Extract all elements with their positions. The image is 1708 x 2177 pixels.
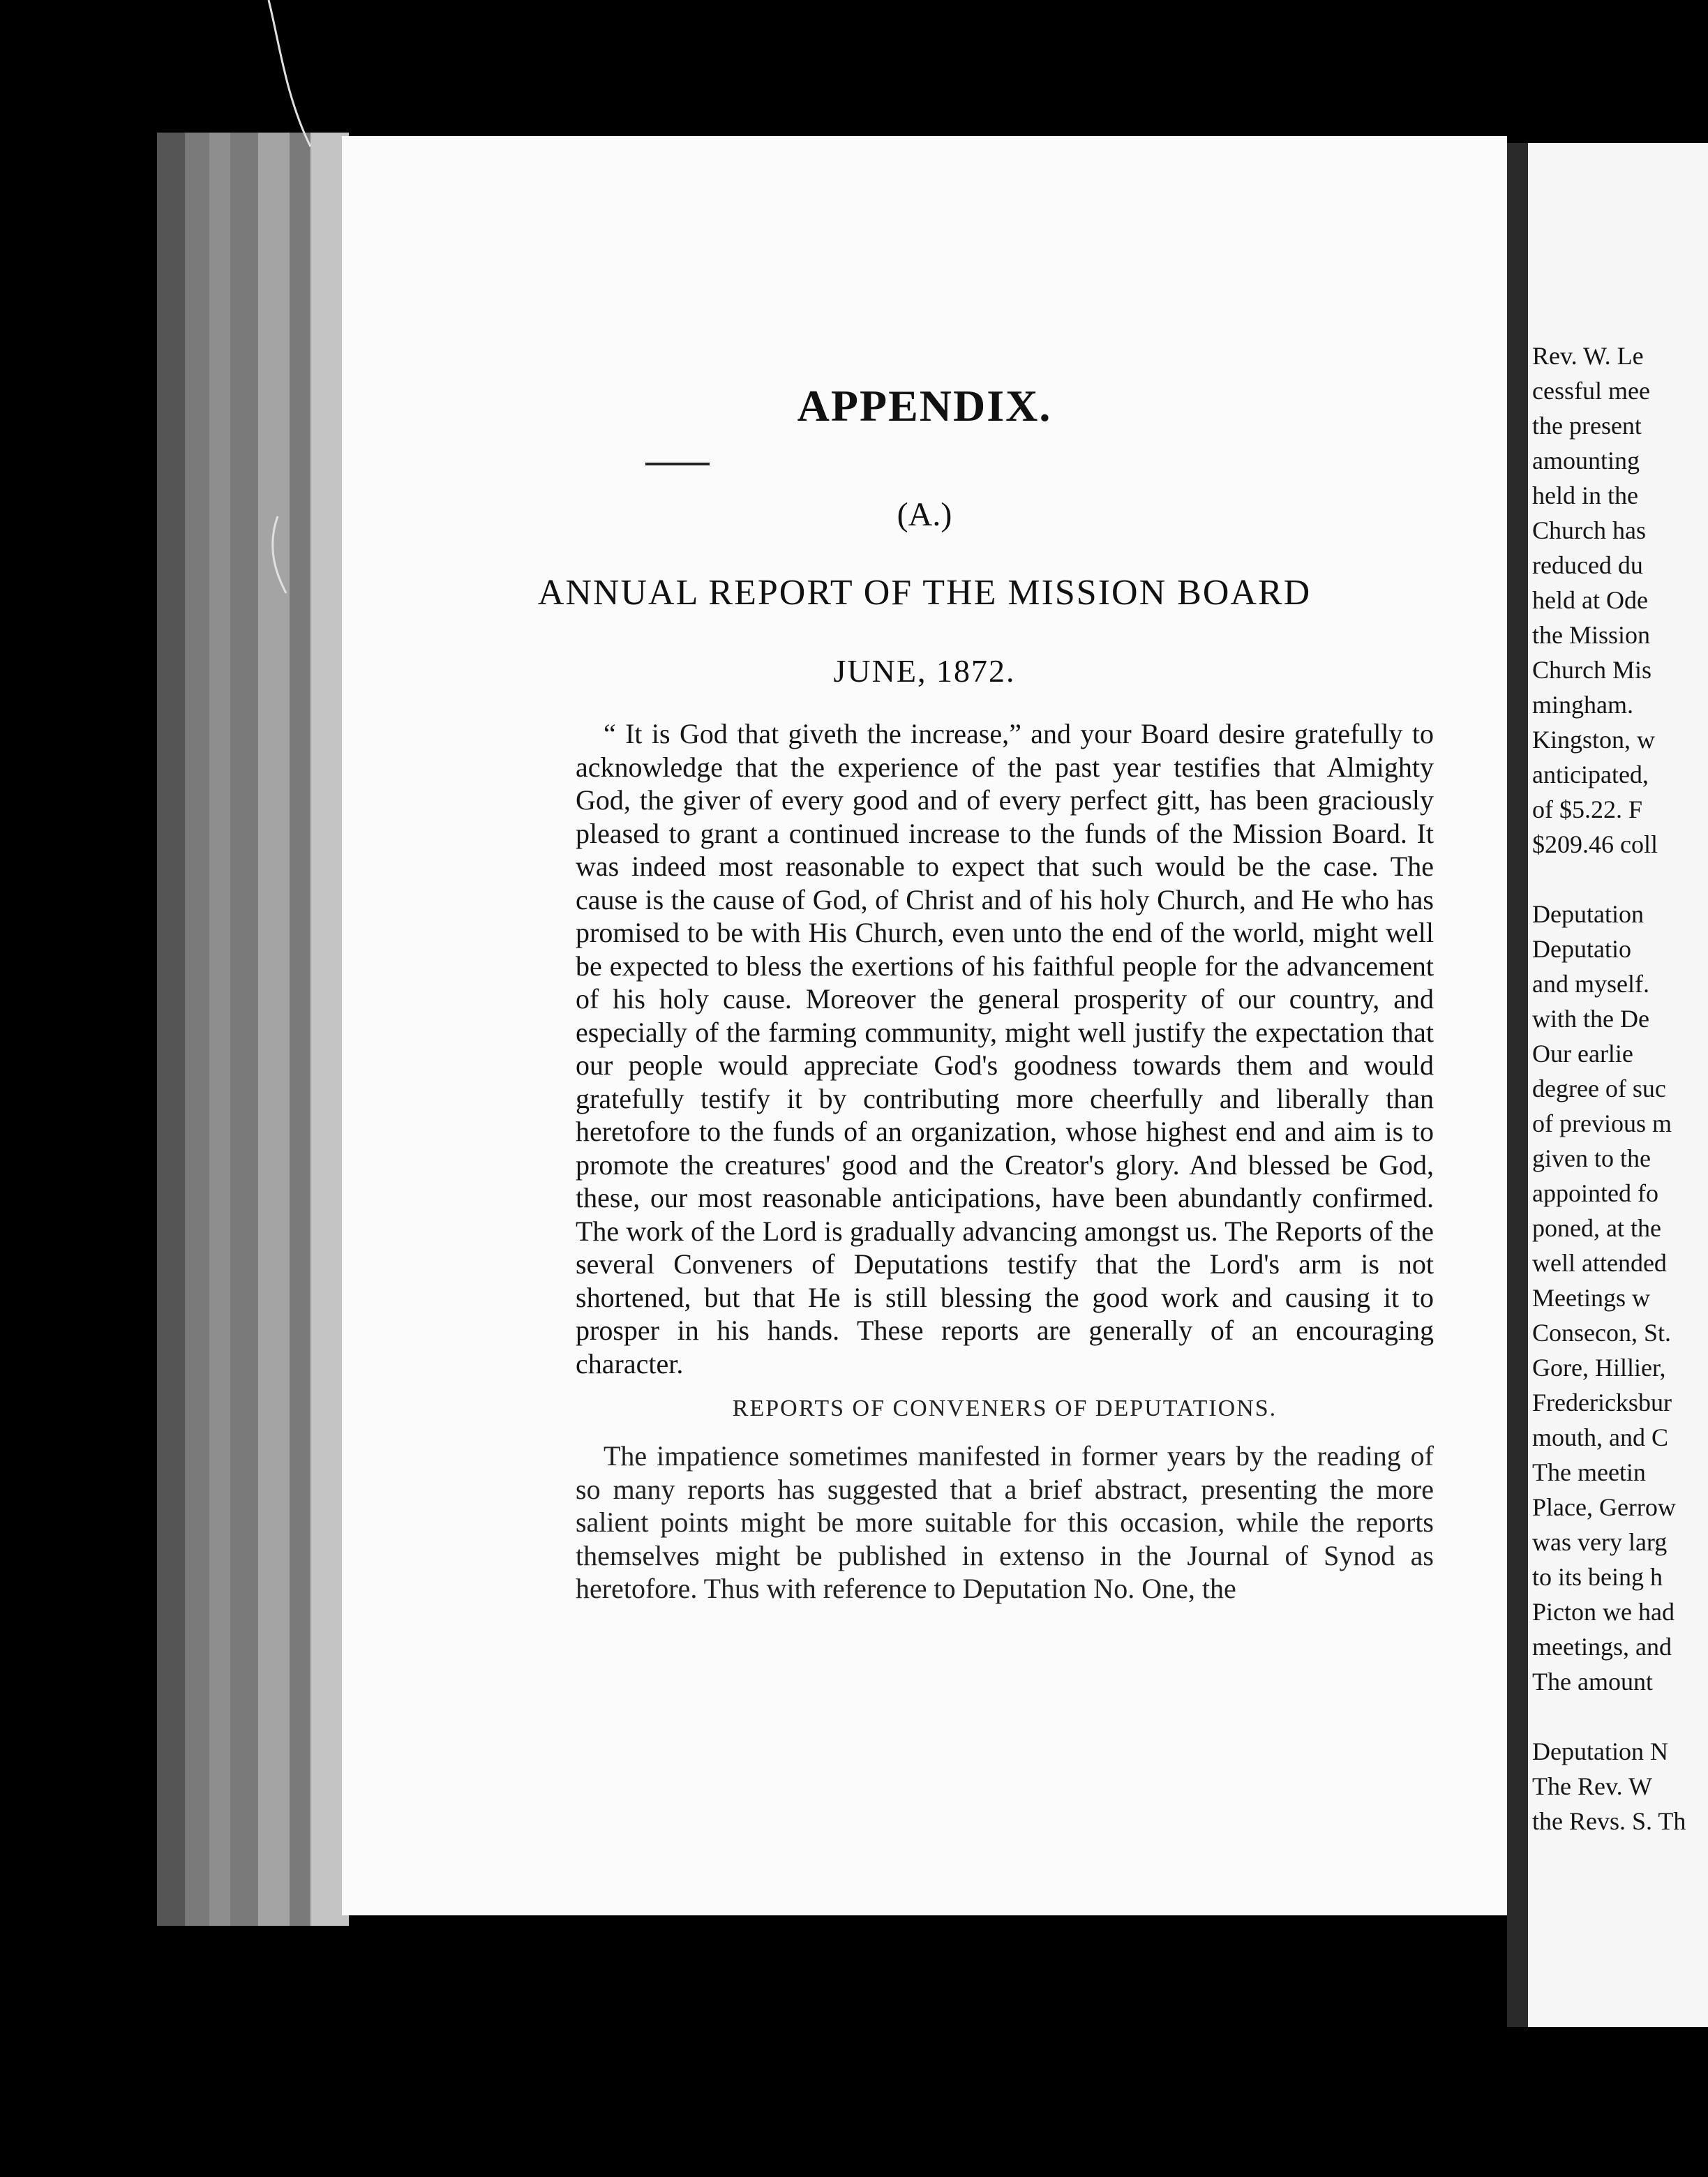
right-page-line: Deputation N xyxy=(1532,1737,1668,1765)
right-page-line: Deputatio xyxy=(1532,935,1631,963)
right-page-line: the Mission xyxy=(1532,621,1651,649)
right-page-line: mouth, and C xyxy=(1532,1423,1668,1451)
right-page-line: was very larg xyxy=(1532,1528,1668,1556)
right-page-line: The amount xyxy=(1532,1668,1653,1696)
right-page-line: Consecon, St. xyxy=(1532,1319,1672,1347)
right-page-line: held in the xyxy=(1532,481,1638,509)
right-page-line: held at Ode xyxy=(1532,586,1648,614)
report-title: ANNUAL REPORT OF THE MISSION BOARD xyxy=(537,573,1312,613)
right-page-line: of $5.22. F xyxy=(1532,795,1643,823)
right-page-line: reduced du xyxy=(1532,551,1643,579)
right-page-line: Rev. W. Le xyxy=(1532,342,1644,370)
intro-paragraph: “ It is God that giveth the increase,” and your Board desire gratefully to acknowledge that the experience of the past year testifies that Almighty God, the giver of every good and of every perfect gitt, has been graciously pleased to grant a continued increase to the funds of the Mission Board. It was indeed most reasonable to expect that such would be the case. The cause is the cause of God, of Christ and of his holy Church, and He who has promised to be with His Church, even unto the end of the world, might well be expected to bless the exertions of his faithful people for the advancement of his holy cause. Moreover the general prosperity of our country, and especially of the farming community, might well justify the expectation that our people would appreciate God's goodness towards them and would gratefully testify it by contributing more cheerfully and liberally than heretofore to the funds of an organization, whose highest end and aim is to promote the creatures' good and the Creator's glory. And blessed be God, these, our most reasonable anticipations, have been abundantly confirmed. The work of the Lord is gradually advancing amongst us. The Reports of the several Conveners of Deputations testify that the Lord's arm is not shortened, but that He is still blessing the good work and causing it to prosper in his hands. These reports are generally of an encouraging character. xyxy=(576,718,1434,1379)
right-page-line: cessful mee xyxy=(1532,377,1650,405)
right-page-line: appointed fo xyxy=(1532,1179,1658,1207)
right-page-line: Gore, Hillier, xyxy=(1532,1354,1666,1382)
right-page-line: to its being h xyxy=(1532,1563,1663,1591)
reports-heading: REPORTS OF CONVENERS OF DEPUTATIONS. xyxy=(732,1396,1278,1421)
right-page-line: $209.46 coll xyxy=(1532,830,1658,858)
right-page-line: meetings, and xyxy=(1532,1633,1672,1661)
right-page-line: the Revs. S. Th xyxy=(1532,1807,1686,1835)
heading-rule xyxy=(645,463,710,465)
right-page-line xyxy=(1532,1699,1708,1734)
right-page-line: of previous m xyxy=(1532,1109,1672,1137)
reports-paragraph: The impatience sometimes manifested in former years by the reading of so many reports has suggested that a brief abstract, presenting the more salient points might be more suitable for this occasion, while the reports themselves might be published in extenso in the Journal of Synod as heretofore. Thus with reference to Deputation No. One, the xyxy=(576,1440,1434,1604)
right-page-line: given to the xyxy=(1532,1144,1651,1172)
right-page-line: Fredericksbur xyxy=(1532,1389,1672,1416)
right-page-line xyxy=(1532,862,1708,897)
right-page-line: Deputation xyxy=(1532,900,1644,928)
right-page-line: Church has xyxy=(1532,516,1646,544)
right-page-line: Place, Gerrow xyxy=(1532,1493,1676,1521)
right-page-line: Picton we had xyxy=(1532,1598,1675,1626)
right-page-line: Kingston, w xyxy=(1532,726,1656,754)
right-page-line: well attended xyxy=(1532,1249,1667,1277)
right-page-text xyxy=(1532,338,1708,1839)
right-page-line: amounting xyxy=(1532,447,1640,474)
right-page-line: and myself. xyxy=(1532,970,1649,998)
right-page-line: Our earlie xyxy=(1532,1040,1633,1068)
right-page-line: anticipated, xyxy=(1532,761,1649,788)
right-page-line: mingham. xyxy=(1532,691,1633,719)
right-page-line: The Rev. W xyxy=(1532,1772,1652,1800)
right-page-line: the present xyxy=(1532,412,1642,440)
appendix-heading: APPENDIX. xyxy=(797,381,1052,431)
right-page-line: poned, at the xyxy=(1532,1214,1661,1242)
right-page-line: Meetings w xyxy=(1532,1284,1650,1312)
right-page-line: The meetin xyxy=(1532,1458,1646,1486)
section-label: (A.) xyxy=(897,496,952,533)
right-page-line: degree of suc xyxy=(1532,1075,1666,1102)
right-page-line: with the De xyxy=(1532,1005,1649,1033)
report-date: JUNE, 1872. xyxy=(833,653,1016,689)
right-page-line: Church Mis xyxy=(1532,656,1651,684)
